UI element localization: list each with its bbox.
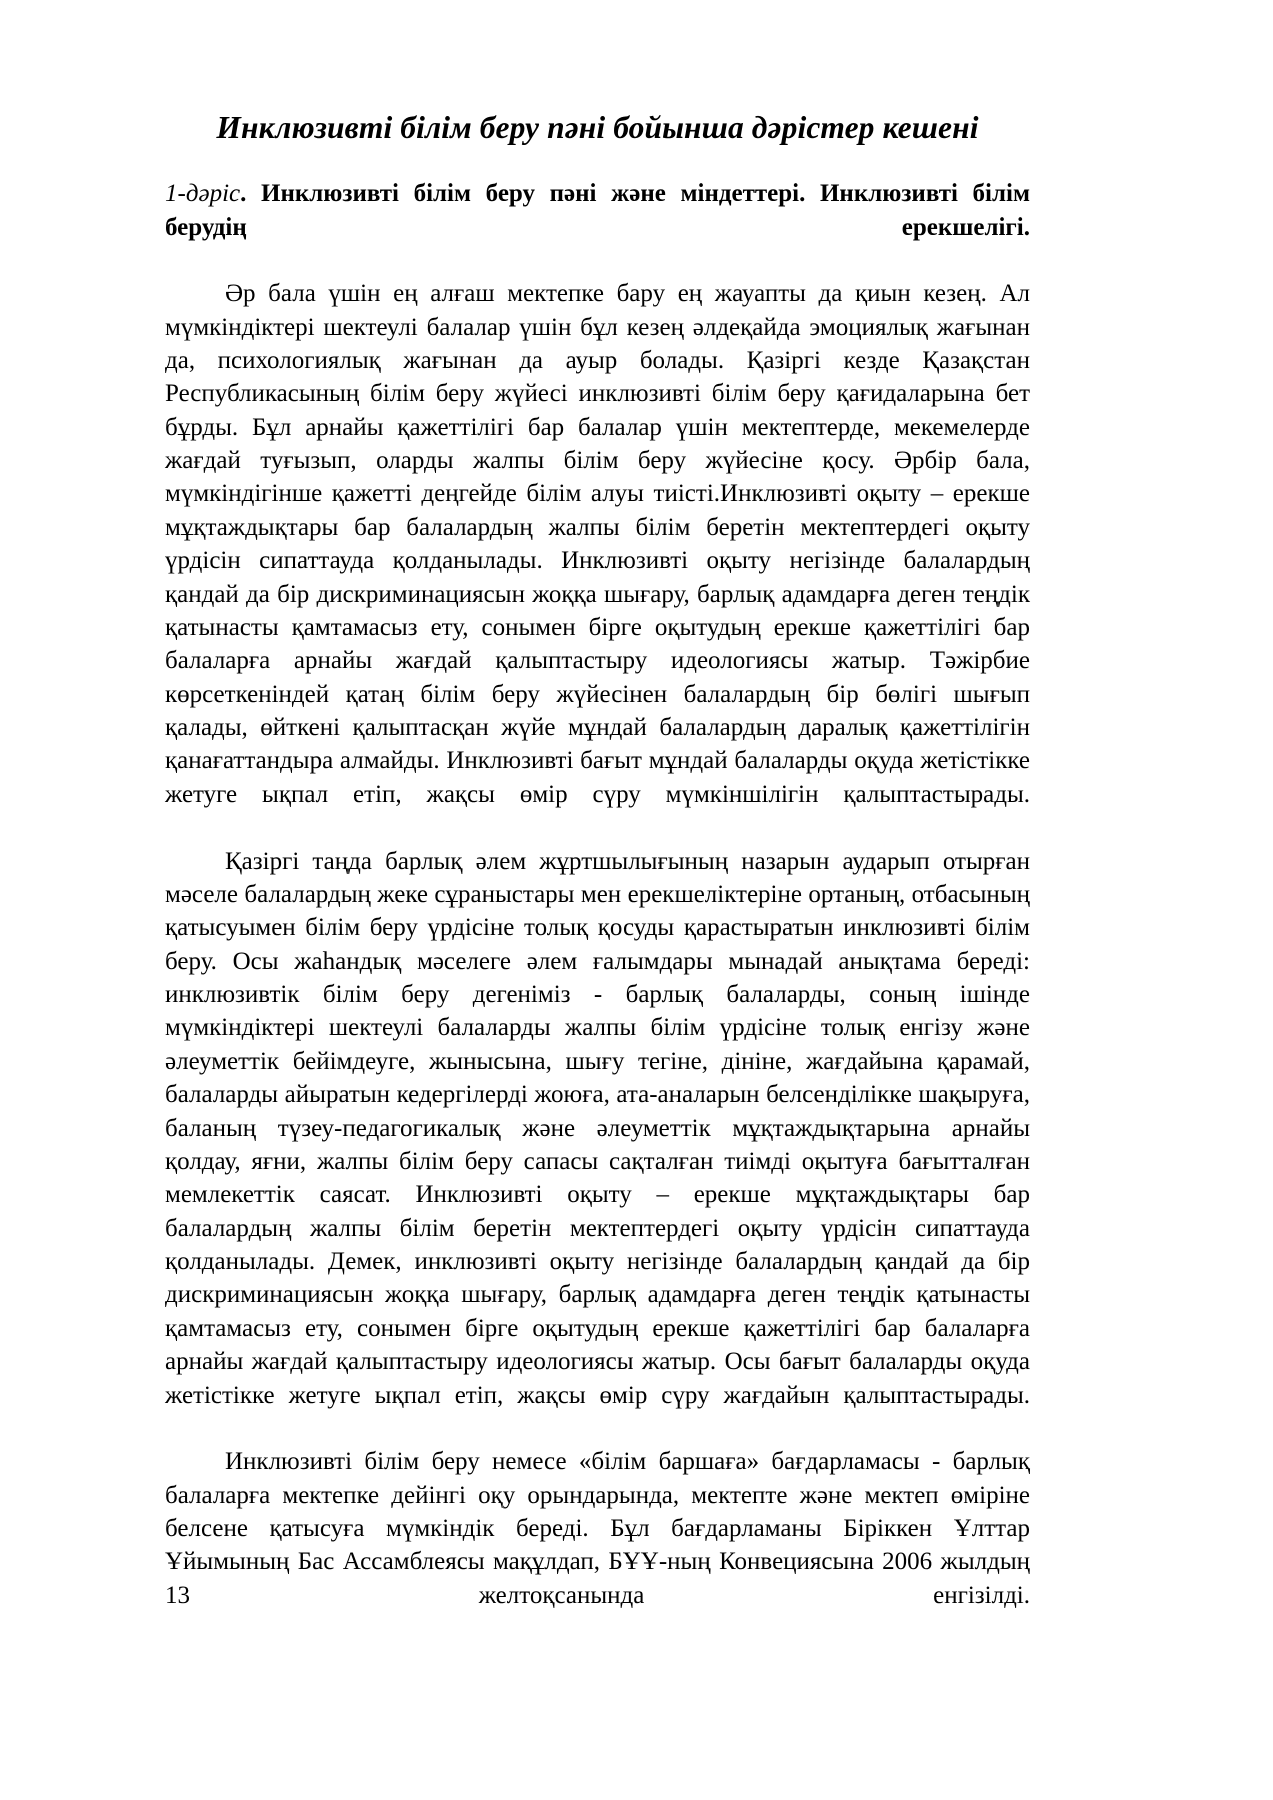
lecture-heading <box>165 177 1030 277</box>
document-body <box>165 177 1030 1645</box>
paragraph-2: Қазіргі таңда барлық әлем жұртшылығының назарын аударып отырған мәселе балалардың жеке сұраныстары мен ерекшеліктеріне ортаның, отбасының қатысуымен білім беру үрдісіне толық қосуды қарастыратын инклюзивті білім беру. Осы жаһандық мәселеге әлем ғалымдары мынадай анықтама береді: инклюзивтік білім беру дегеніміз - барлық балаларды, соның ішінде мүмкіндіктері шектеулі балаларды жалпы білім үрдісіне толық енгізу және әлеуметтік бейімдеуге, жынысына, шығу тегіне, дініне, жағдайына қарамай, балаларды айыратын кедергілерді жоюға, ата-аналарын белсенділікке шақыруға, баланың түзеу-педагогикалық және әлеуметтік мұқтаждықтарына арнайы қолдау, яғни, жалпы білім беру сапасы сақталған тиімді оқытуға бағытталған мемлекеттік саясат. Инклюзивті оқыту – ерекше мұқтаждықтары бар балалардың жалпы білім беретін мектептердегі оқыту үрдісін сипаттауда қолданылады. Демек, инклюзивті оқыту негізінде балалардың қандай да бір дискриминациясын жоққа шығару, барлық адамдарға деген теңдік қатынасты қамтамасыз ету, сонымен бірге оқытудың ерекше қажеттілігі бар балаларға арнайы жағдай қалыптастыру идеологиясы жатыр. Осы бағыт балаларды оқуда жетістікке жетуге ықпал етіп, жақсы өмір сүру жағдайын қалыптастырады. <box>165 847 1030 1409</box>
lecture-topic: Инклюзивті білім беру пәні және міндеттері. Инклюзивті білім берудің ерекшелігі. <box>165 180 1030 241</box>
lecture-number: 1-дәріс <box>165 180 241 208</box>
page-title: Инклюзивті білім беру пәні бойынша дәрістер кешені <box>216 110 979 145</box>
lecture-heading-separator: . <box>240 180 262 208</box>
paragraph-1: Әр бала үшін ең алғаш мектепке бару ең жауапты да қиын кезең. Ал мүмкіндіктері шектеулі балалар үшін бұл кезең әлдеқайда эмоциялық жағынан да, психологиялық жағынан да ауыр болады. Қазіргі кезде Қазақстан Республикасының білім беру жүйесі инклюзивті білім беру қағидаларына бет бұрды. Бұл арнайы қажеттілігі бар балалар үшін мектептерде, мекемелерде жағдай туғызып, оларды жалпы білім беру жүйесіне қосу. Әрбір бала, мүмкіндігінше қажетті деңгейде білім алуы тиісті.Инклюзивті оқыту – ерекше мұқтаждықтары бар балалардың жалпы білім беретін мектептердегі оқыту үрдісін сипаттауда қолданылады. Инклюзивті оқыту негізінде балалардың қандай да бір дискриминациясын жоққа шығару, барлық адамдарға деген теңдік қатынасты қамтамасыз ету, сонымен бірге оқытудың ерекше қажеттілігі бар балаларға арнайы жағдай қалыптастыру идеологиясы жатыр. Тәжірбие көрсеткеніндей қатаң білім беру жүйесінен балалардың бір бөлігі шығып қалады, өйткені қалыптасқан жүйе мұндай балалардың даралық қажеттілігін қанағаттандыра алмайды. Инклюзивті бағыт мұндай балаларды оқуда жетістікке жетуге ықпал етіп, жақсы өмір сүру мүмкіншілігін қалыптастырады. <box>165 280 1030 808</box>
paragraph-3: Инклюзивті білім беру немесе «білім баршаға» бағдарламасы - барлық балаларға мектепке дейінгі оқу орындарында, мектепте және мектеп өміріне белсене қатысуға мүмкіндік береді. Бұл бағдарламаны Біріккен Ұлттар Ұйымының Бас Ассамблеясы мақұлдап, БҰҰ-ның Конвециясына 2006 жылдың 13 желтоқсанында енгізілді. <box>165 1448 1030 1609</box>
